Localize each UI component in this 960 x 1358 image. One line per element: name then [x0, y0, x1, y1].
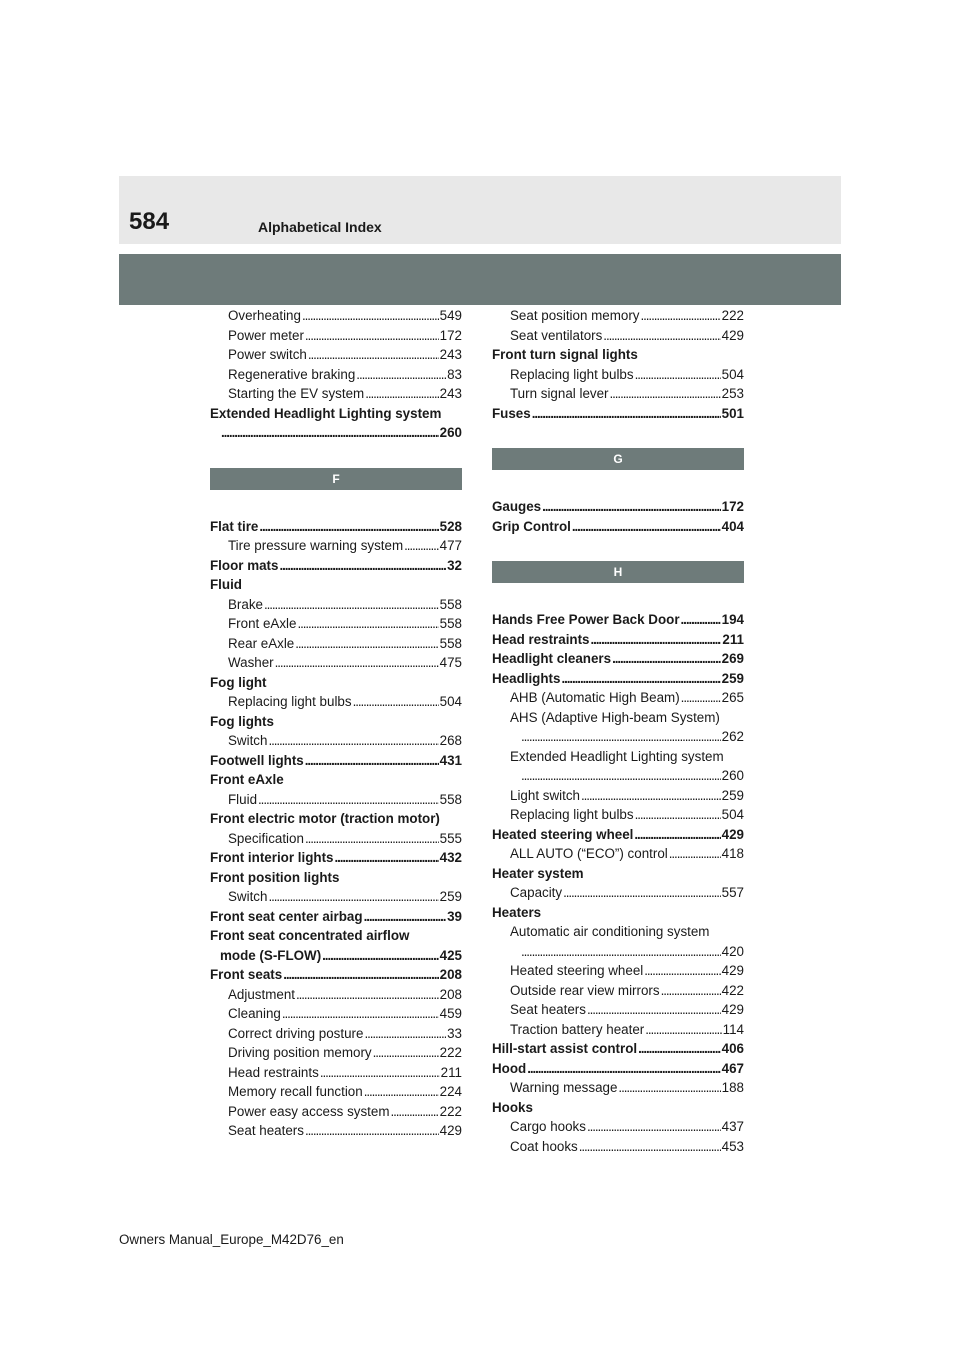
index-entry[interactable]: Washer . . . 475 [210, 653, 462, 673]
section-title: Alphabetical Index [258, 219, 382, 235]
index-entry[interactable]: Replacing light bulbs . . . 504 [492, 365, 744, 385]
index-entry[interactable]: Adjustment . . . 208 [210, 985, 462, 1005]
index-entry-main[interactable]: Front turn signal lights [492, 347, 638, 363]
index-entry-main[interactable]: Fuses . . . 501 [492, 404, 744, 424]
index-entry[interactable]: Warning message . . . 188 [492, 1078, 744, 1098]
index-entry[interactable]: Rear eAxle . . . 558 [210, 634, 462, 654]
index-entry-main[interactable]: Extended Headlight Lighting system [210, 405, 442, 421]
index-entry-main[interactable]: Footwell lights . . . 431 [210, 751, 462, 771]
index-entry-main[interactable]: Headlights . . . 259 [492, 669, 744, 689]
index-entry-continuation[interactable]: . . . 420 [492, 942, 744, 962]
index-entry[interactable]: Switch . . . 268 [210, 731, 462, 751]
index-entry-main[interactable]: Grip Control . . . 404 [492, 517, 744, 537]
index-entry[interactable]: Overheating . . . 549 [210, 306, 462, 326]
index-column-right [492, 306, 744, 1156]
index-entry-main[interactable]: Fog light [210, 674, 267, 690]
letter-divider-h: H [492, 561, 744, 583]
index-entry-main[interactable]: Front electric motor (traction motor) [210, 811, 440, 827]
index-entry[interactable]: ALL AUTO (“ECO”) control . . . 418 [492, 844, 744, 864]
index-column-left [210, 306, 462, 1141]
index-entry-continuation[interactable]: . . . 260 [210, 423, 462, 443]
letter-divider-g: G [492, 448, 744, 470]
index-entry-main[interactable]: Front position lights [210, 869, 340, 885]
index-entry-main[interactable]: Fluid [210, 577, 242, 593]
index-entry-main[interactable]: Gauges . . . 172 [492, 497, 744, 517]
index-entry[interactable]: Replacing light bulbs . . . 504 [492, 805, 744, 825]
index-entry[interactable]: Traction battery heater . . . 114 [492, 1020, 744, 1040]
index-entry[interactable]: Front eAxle . . . 558 [210, 614, 462, 634]
index-entry-continuation[interactable]: mode (S-FLOW) . . . 425 [210, 946, 462, 966]
index-entry[interactable]: Seat heaters . . . 429 [210, 1121, 462, 1141]
index-entry[interactable]: Seat position memory . . . 222 [492, 306, 744, 326]
footer-doc-id: Owners Manual_Europe_M42D76_en [119, 1232, 344, 1247]
index-entry-main[interactable]: Heated steering wheel . . . 429 [492, 825, 744, 845]
index-entry[interactable]: Automatic air conditioning system [510, 924, 710, 940]
index-entry-main[interactable]: Front seats . . . 208 [210, 965, 462, 985]
index-entry[interactable]: Regenerative braking . . . 83 [210, 365, 462, 385]
index-entry[interactable]: Switch . . . 259 [210, 887, 462, 907]
index-entry-main[interactable]: Hooks [492, 1099, 533, 1115]
index-entry[interactable]: Coat hooks . . . 453 [492, 1137, 744, 1157]
index-entry[interactable]: Starting the EV system . . . 243 [210, 384, 462, 404]
index-entry[interactable]: Driving position memory . . . 222 [210, 1043, 462, 1063]
header-dark-band [119, 254, 841, 305]
index-entry-main[interactable]: Front interior lights . . . 432 [210, 848, 462, 868]
index-entry[interactable]: Specification . . . 555 [210, 829, 462, 849]
index-entry[interactable]: Memory recall function . . . 224 [210, 1082, 462, 1102]
index-entry[interactable]: Outside rear view mirrors . . . 422 [492, 981, 744, 1001]
index-entry-main[interactable]: Front eAxle [210, 772, 284, 788]
index-entry[interactable]: Correct driving posture . . . 33 [210, 1024, 462, 1044]
index-entry-main[interactable]: Floor mats . . . 32 [210, 556, 462, 576]
index-entry[interactable]: AHB (Automatic High Beam) . . . 265 [492, 688, 744, 708]
index-entry[interactable]: Brake . . . 558 [210, 595, 462, 615]
index-entry[interactable]: Capacity . . . 557 [492, 883, 744, 903]
index-entry-main[interactable]: Front seat concentrated airflow [210, 928, 410, 944]
index-entry[interactable]: Extended Headlight Lighting system [510, 748, 724, 764]
index-entry[interactable]: Turn signal lever . . . 253 [492, 384, 744, 404]
index-entry[interactable]: Replacing light bulbs . . . 504 [210, 692, 462, 712]
index-entry-main[interactable]: Flat tire . . . 528 [210, 517, 462, 537]
index-entry-main[interactable]: Fog lights [210, 713, 274, 729]
index-entry[interactable]: Fluid . . . 558 [210, 790, 462, 810]
letter-divider-f: F [210, 468, 462, 490]
index-entry[interactable]: Head restraints . . . 211 [210, 1063, 462, 1083]
index-entry[interactable]: Tire pressure warning system . . . 477 [210, 536, 462, 556]
index-entry-continuation[interactable]: . . . 262 [492, 727, 744, 747]
index-entry-main[interactable]: Hill-start assist control . . . 406 [492, 1039, 744, 1059]
index-entry-main[interactable]: Front seat center airbag . . . 39 [210, 907, 462, 927]
header-band [119, 176, 841, 244]
index-entry[interactable]: Seat heaters . . . 429 [492, 1000, 744, 1020]
index-entry[interactable]: Seat ventilators . . . 429 [492, 326, 744, 346]
index-entry[interactable]: Power switch . . . 243 [210, 345, 462, 365]
page-number: 584 [129, 208, 170, 235]
index-entry[interactable]: Power meter . . . 172 [210, 326, 462, 346]
index-entry[interactable]: AHS (Adaptive High-beam System) [510, 709, 720, 725]
index-entry[interactable]: Heated steering wheel . . . 429 [492, 961, 744, 981]
index-entry-main[interactable]: Headlight cleaners . . . 269 [492, 649, 744, 669]
index-entry-main[interactable]: Hands Free Power Back Door . . . 194 [492, 610, 744, 630]
index-entry[interactable]: Light switch . . . 259 [492, 786, 744, 806]
index-entry[interactable]: Power easy access system . . . 222 [210, 1102, 462, 1122]
index-entry-continuation[interactable]: . . . 260 [492, 766, 744, 786]
index-entry-main[interactable]: Hood . . . 467 [492, 1059, 744, 1079]
index-entry[interactable]: Cargo hooks . . . 437 [492, 1117, 744, 1137]
index-entry-main[interactable]: Heater system [492, 865, 584, 881]
index-entry-main[interactable]: Heaters [492, 904, 542, 920]
index-entry[interactable]: Cleaning . . . 459 [210, 1004, 462, 1024]
index-entry-main[interactable]: Head restraints . . . 211 [492, 630, 744, 650]
